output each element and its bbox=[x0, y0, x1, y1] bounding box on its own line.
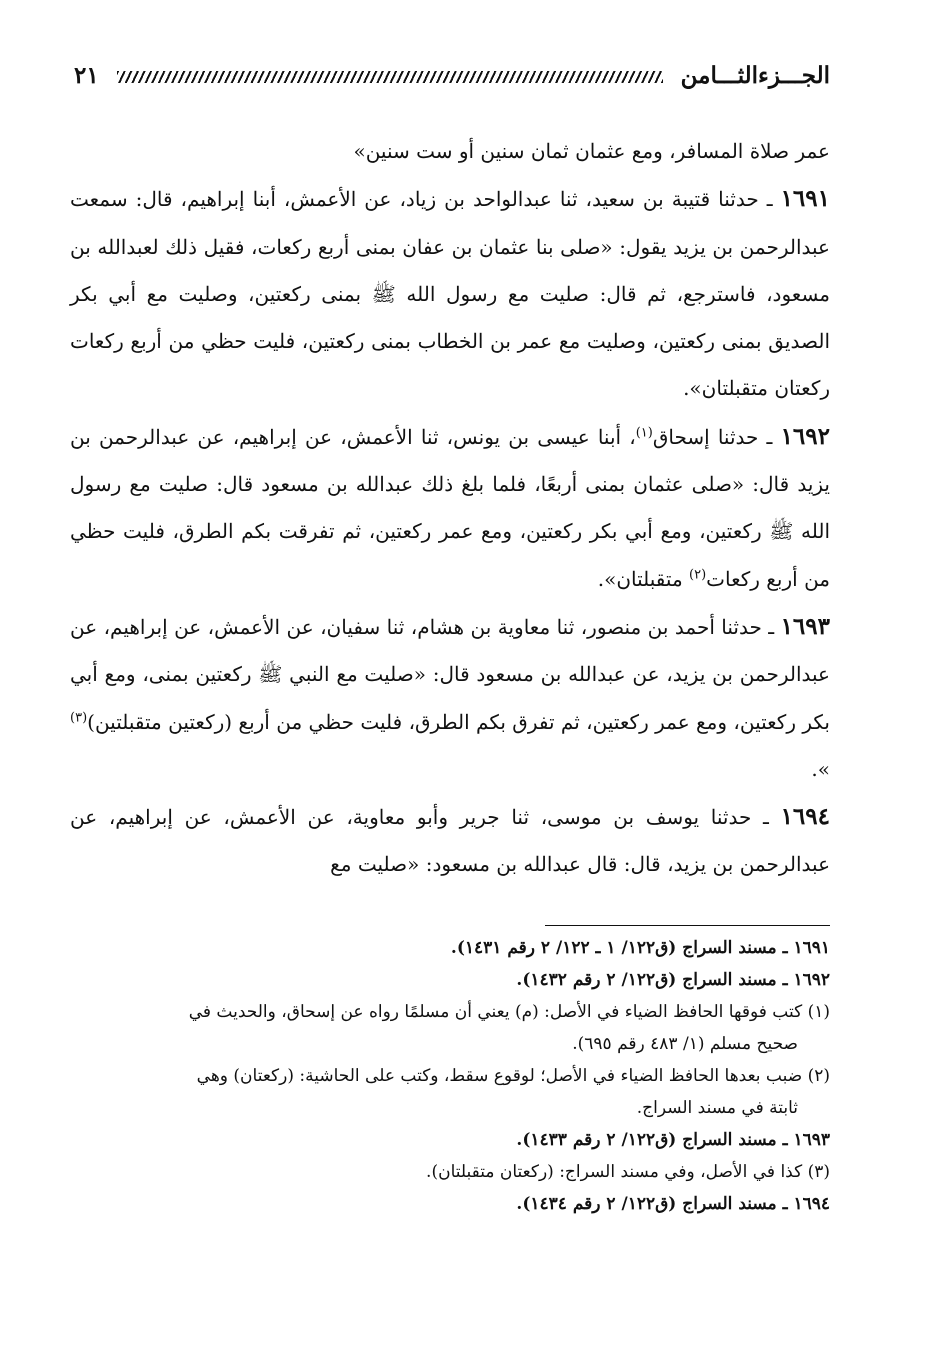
running-header bbox=[70, 52, 830, 98]
hadith-text: ، أبنا عيسى بن يونس، ثنا الأعمش، عن إبراهيم، عن عبدالرحمن بن يزيد قال: «صلى عثمان بمنى أربعًا، فلما بلغ ذلك عبدالله بن مسعود قال: صليت مع رسول الله ﷺ ركعتين، ومع أبي بكر ركعتين، ومع عمر ركعتين، ثم تفرقت بكم الطرق، فليت حظي من أربع ركعات bbox=[70, 424, 830, 591]
hadith-text: ـ حدثنا يوسف بن موسى، ثنا جرير وأبو معاوية، عن الأعمش، عن إبراهيم، عن عبدالرحمن بن يزيد، قال: قال عبدالله بن مسعود: «صليت مع bbox=[70, 805, 830, 877]
volume-title: الجـــزءالثـــامن bbox=[680, 61, 830, 89]
hadith-1692 bbox=[70, 413, 830, 603]
footnote-note: (٢) ضبب بعدها الحافظ الضياء في الأصل؛ لوقوع سقط، وكتب على الحاشية: (ركعتان) وهي bbox=[196, 1065, 830, 1086]
footnote-separator bbox=[545, 925, 830, 926]
footnote-source: ١٦٩٣ ـ مسند السراج (ق١٢٢/ ٢ رقم ١٤٣٣). bbox=[516, 1129, 830, 1150]
hadith-number: ١٦٩٣ bbox=[780, 612, 830, 640]
footnote-note: (٣) كذا في الأصل، وفي مسند السراج: (ركعتان متقبلتان). bbox=[426, 1161, 830, 1182]
header-decorative-rule bbox=[117, 71, 663, 83]
footnote-source: ١٦٩١ ـ مسند السراج (ق١٢٢/ ١ ـ ١٢٢/ ٢ رقم ١٤٣١). bbox=[450, 937, 830, 958]
footnote-reference: (٣) bbox=[70, 709, 88, 725]
footnote-note: (١) كتب فوقها الحافظ الضياء في الأصل: (م) يعني أن مسلمًا رواه عن إسحاق، والحديث في bbox=[188, 1001, 830, 1022]
hadith-text: ». bbox=[811, 756, 830, 781]
hadith-text: ـ حدثنا قتيبة بن سعيد، ثنا عبدالواحد بن زياد، عن الأعمش، أبنا إبراهيم، قال: سمعت عبدالرحمن بن يزيد يقول: «صلى بنا عثمان بن عفان بمنى أربع ركعات، فقيل ذلك لعبدالله بن مسعود، فاسترجع، ثم قال: صليت مع رسول الله ﷺ بمنى ركعتين، وصليت مع أبي بكر الصديق بمنى ركعتين، وصليت مع عمر بن الخطاب بمنى ركعتين، فليت حظي من أربع ركعات ركعتان متقبلتان». bbox=[70, 187, 830, 401]
page-number: ٢١ bbox=[74, 61, 99, 89]
footnote-reference: (١) bbox=[635, 425, 653, 441]
footnote-reference: (٢) bbox=[689, 567, 707, 583]
footnote-note-continuation: ثابتة في مسند السراج. bbox=[636, 1097, 798, 1118]
hadith-1691 bbox=[70, 175, 830, 412]
hadith-1693 bbox=[70, 603, 830, 793]
footnote-note-continuation: صحيح مسلم (١/ ٤٨٣ رقم ٦٩٥). bbox=[572, 1033, 798, 1054]
hadith-number: ١٦٩٤ bbox=[780, 803, 830, 831]
hadith-number: ١٦٩٢ bbox=[780, 422, 830, 450]
hadith-1694 bbox=[70, 793, 830, 889]
footnote-source: ١٦٩٢ ـ مسند السراج (ق١٢٢/ ٢ رقم ١٤٣٢). bbox=[516, 969, 830, 990]
footnote-source: ١٦٩٤ ـ مسند السراج (ق١٢٢/ ٢ رقم ١٤٣٤). bbox=[516, 1193, 830, 1214]
hadith-text: ـ حدثنا أحمد بن منصور، ثنا معاوية بن هشام، ثنا سفيان، عن الأعمش، عن إبراهيم، عن عبدالرحمن بن يزيد، عن عبدالله بن مسعود قال: «صليت مع النبي ﷺ ركعتين بمنى، ومع أبي بكر ركعتين، ومع عمر ركعتين، ثم تفرق بكم الطرق، فليت حظي من أربع (ركعتين متقبلتين) bbox=[70, 614, 830, 734]
hadith-text: متقبلتان». bbox=[597, 566, 690, 591]
footnotes bbox=[70, 925, 830, 1220]
book-page bbox=[70, 52, 830, 1220]
hadith-number: ١٦٩١ bbox=[780, 185, 830, 213]
paragraph-continuation bbox=[70, 128, 830, 175]
hadith-text: ـ حدثنا إسحاق bbox=[652, 424, 781, 449]
paragraph-text: عمر صلاة المسافر، ومع عثمان ثمان سنين أو ست سنين» bbox=[353, 139, 830, 163]
main-text bbox=[70, 128, 830, 889]
